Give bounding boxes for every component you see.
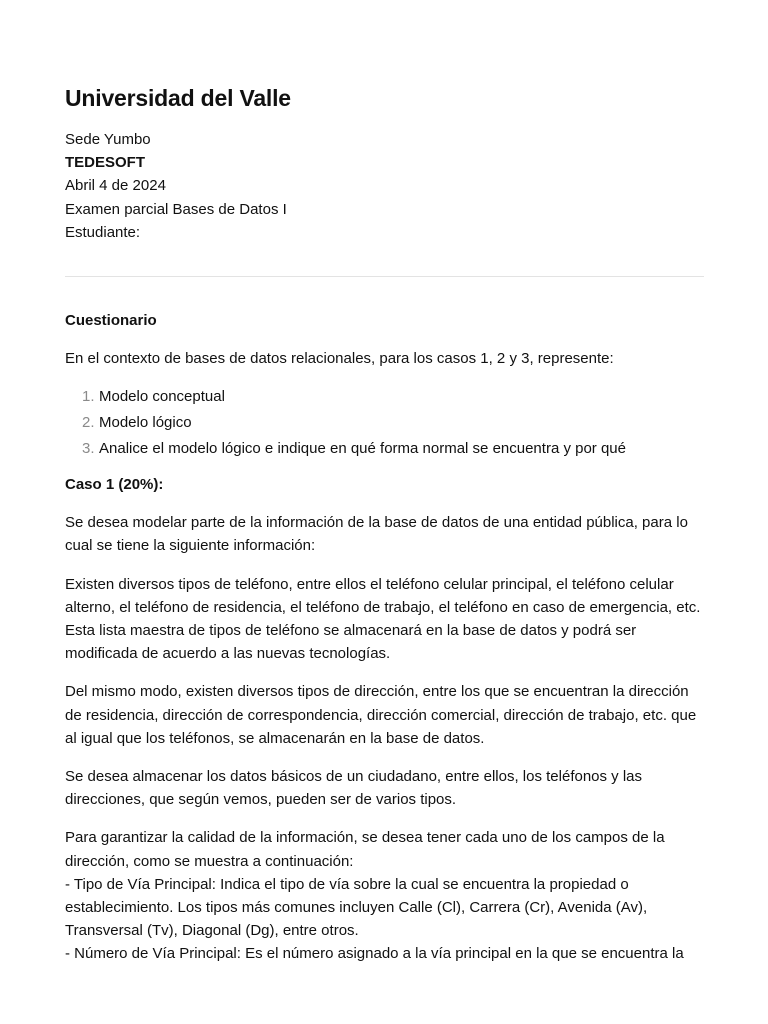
header-divider xyxy=(65,276,704,277)
document-title: Universidad del Valle xyxy=(65,85,291,111)
list-item-number: 2. xyxy=(82,414,95,432)
list-item-text: Analice el modelo lógico e indique en qué forma normal se encuentra y por qué xyxy=(99,439,626,457)
document-header xyxy=(65,128,287,244)
list-item xyxy=(65,385,705,408)
list-item-number: 1. xyxy=(82,388,95,406)
paragraph: Existen diversos tipos de teléfono, entre ellos el teléfono celular principal, el teléfono celular alterno, el teléfono de residencia, el teléfono de trabajo, el teléfono en caso de emergencia, etc. Esta lista maestra de tipos de teléfono se almacenará en la base de datos y podrá ser modificada de acuerdo a las nuevas tecnologías. xyxy=(65,575,701,663)
questionnaire-heading: Cuestionario xyxy=(65,312,157,329)
date-line: Abril 4 de 2024 xyxy=(65,177,166,195)
address-intro: Para garantizar la calidad de la información, se desea tener cada uno de los campos de la dirección, como se muestra a continuación: xyxy=(65,829,665,870)
paragraph: Se desea almacenar los datos básicos de un ciudadano, entre ellos, los teléfonos y las direcciones, que según vemos, pueden ser de varios tipos. xyxy=(65,768,643,809)
paragraph: Se desea modelar parte de la información de la base de datos de una entidad pública, para lo cual se tiene la siguiente información: xyxy=(65,514,688,555)
address-field-item: - Tipo de Vía Principal: Indica el tipo de vía sobre la cual se encuentra la propiedad o establecimiento. Los tipos más comunes incluyen Calle (Cl), Carrera (Cr), Avenida (Av), Transversal (Tv), Diagonal (Dg), entre otros. xyxy=(65,875,648,940)
exam-line: Examen parcial Bases de Datos I xyxy=(65,200,287,218)
list-item-text: Modelo lógico xyxy=(99,414,192,432)
intro-paragraph: En el contexto de bases de datos relacionales, para los casos 1, 2 y 3, represente: xyxy=(65,350,614,368)
list-item xyxy=(65,411,705,434)
case1-heading: Caso 1 (20%): xyxy=(65,476,164,494)
student-line: Estudiante: xyxy=(65,223,141,241)
list-item-number: 3. xyxy=(82,439,95,457)
program-line: TEDESOFT xyxy=(65,154,146,172)
campus-line: Sede Yumbo xyxy=(65,131,151,148)
address-field-item: - Número de Vía Principal: Es el número asignado a la vía principal en la que se encuentra la xyxy=(65,945,684,963)
paragraph: Del mismo modo, existen diversos tipos de dirección, entre los que se encuentran la dirección de residencia, dirección de correspondencia, dirección comercial, dirección de trabajo, etc. que al igual que los teléfonos, se almacenarán en la base de datos. xyxy=(65,683,697,747)
list-item xyxy=(65,437,705,460)
list-item-text: Modelo conceptual xyxy=(99,388,225,406)
task-list xyxy=(65,385,705,460)
document-body xyxy=(65,309,705,966)
